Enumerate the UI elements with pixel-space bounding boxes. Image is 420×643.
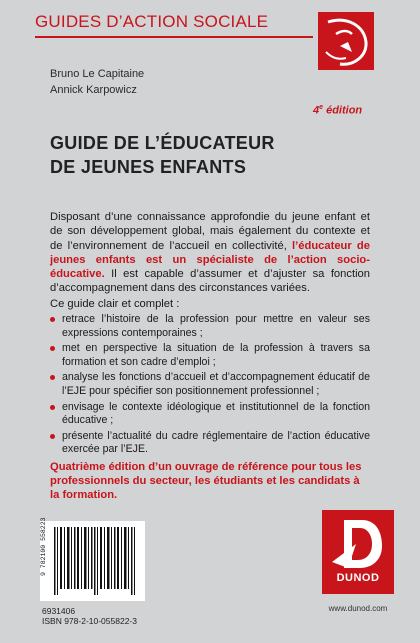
list-intro: Ce guide clair et complet :: [50, 298, 180, 310]
series-title: GUIDES D’ACTION SOCIALE: [35, 12, 269, 31]
list-item-text: retrace l’histoire de la profession pour mettre en valeur ses expressions contemporaines ;: [62, 313, 370, 339]
author-name: Annick Karpowicz: [50, 84, 137, 96]
description-highlight: l’éducateur de jeunes enfants est un spécialiste de l’action socio-éducative.: [50, 239, 370, 281]
isbn-code: ISBN 978-2-10-055822-3: [42, 616, 137, 626]
edition-number: 4: [313, 104, 320, 117]
publisher-name: DUNOD: [336, 572, 380, 584]
list-item: [50, 430, 370, 457]
barcode-bars-icon: [40, 521, 145, 601]
list-item-text: envisage le contexte idéologique et institutionnel de la fonction éducative ;: [62, 400, 370, 427]
product-codes: [42, 606, 137, 626]
barcode: [40, 517, 145, 601]
publisher-url[interactable]: www.dunod.com: [328, 604, 388, 613]
list-item: [50, 371, 370, 398]
list-item: [50, 313, 370, 340]
description-text: Disposant d’une connaissance approfondie du jeune enfant et de son développement global, mais également du contexte et de l’environnement de l’accueil en collectivité,: [50, 211, 370, 252]
list-item: [50, 342, 370, 369]
authors-block: [50, 66, 144, 98]
description-text: Il est capable d’assumer et d’ajuster sa fonction d’accompagnement dans des circonstances variées.: [50, 268, 370, 295]
list-item-text: présente l’actualité du cadre réglementaire de l’action éducative exercée par l’EJE.: [62, 429, 370, 456]
description-paragraph: [50, 210, 370, 296]
edition-suffix: e: [319, 104, 324, 111]
list-item-text: met en perspective la situation de la profession à travers sa formation et son cadre d’emploi ;: [62, 342, 370, 368]
book-title: [50, 131, 275, 179]
bullet-dot-icon: [50, 317, 55, 322]
series-rule-divider: [35, 36, 313, 38]
edition-label: [313, 104, 362, 117]
barcode-number: 9 782100 558223: [40, 517, 47, 576]
list-item-text: analyse les fonctions d’accueil et d’accompagnement éducatif de l’EJE pour spécifier son positionnement professionnel ;: [62, 371, 370, 397]
bullet-dot-icon: [50, 434, 55, 439]
list-item: [50, 401, 370, 428]
book-title-line: GUIDE DE L’ÉDUCATEUR: [50, 133, 275, 153]
closing-statement: Quatrième édition d’un ouvrage de référence pour tous les professionnels du secteur, les étudiants et les candidats à la formation.: [50, 461, 362, 502]
edition-word: édition: [323, 104, 363, 117]
product-code: 6931406: [42, 606, 76, 616]
bullet-dot-icon: [50, 346, 55, 351]
author-name: Bruno Le Capitaine: [50, 68, 145, 80]
feature-list: [50, 313, 370, 459]
bullet-dot-icon: [50, 375, 55, 380]
bullet-dot-icon: [50, 405, 55, 410]
series-face-logo-icon: [318, 12, 374, 70]
book-title-line: DE JEUNES ENFANTS: [50, 157, 247, 177]
